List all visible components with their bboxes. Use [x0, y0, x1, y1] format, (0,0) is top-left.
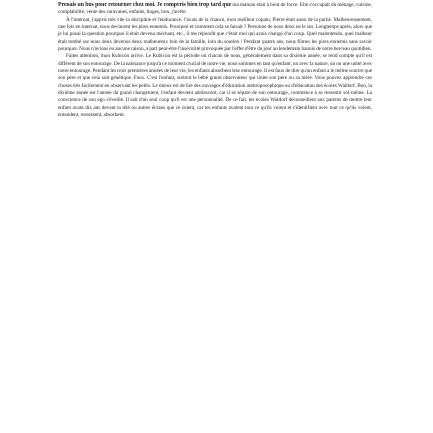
paragraph-lead: Prenais un bus pour retourner chez moi. Je comprris bien trop tard que — [58, 2, 232, 8]
paragraph-text: À l'internat, j'appris très vite la discipline et l'endurance. J'avais de la chance, mon meilleur copain, Pierre était aussi de la partie. Malheureusement, une fois en internat, nous devinrent les pires ennemis. Pourquoi et comment cela se faisait ? Personne de nous deux ne le sut. Longtemps après, alors que je lui posai la question pourquoi il était devenu méchant, etc., il me répondit que c'était moi qui avais changé d'un coup. Quel malentendu, quel malheur était tombé sur nous deux devenus deux malheureux loin de la famille, loin du soutien ! Pendant quatre ans, nous fûmes les pires ennemis sans savoir pourquoi. Nous n'avions eu aucune raison, à part peut-être l'insécurité provoquée par l'effet d'être du jour au lendemain bannis de notre berceau quotidien. — [58, 16, 372, 53]
paragraph-3 — [58, 53, 372, 119]
paragraph-text: Faites attention, mon Rubicon arrive. Le Rubicon est la période où chacun de nous, généralement dans sa dixième année, se rend compte qu'il est différent de son entourage. De la naissance jusqu'à ce moment crucial de notre vie, nous sommes en tant qu'enfant, un avec la nature, un ou une unité avec notre entourage. Pendant les trois premières années de leur vie, les enfants absorbent leur entourage. Il est faux de dire qu'un enfant a le même sourire que son père et que cela soit génétique. Faux. C'est l'enfant, surtout le bébé grand observateur qui imite son père ou sa mère. Vous pouvez apprendre ces choses très facilement en observant les petits. Le mieux est de lire des ouvrages d'éducation anthroposophique ou d'éducation des écoles Waldorf. Bon, la dixième année est l'année du grand changement, l'enfant devient adolescent, car il se sépare de son entourage, commence à se ressentir soi-même. La conscience de son ego s'éveille. Il sait d'un seul coup qu'il est une personnalité. De ce fait, les écoles Waldorf déconseillent aux parents de mettre leur enfant avant dix ans devant la télé ou autres écrans que ce soient, car les enfants avalent tout ce qu'ils voient et s'identifient avec tout ce qu'ils voient, entendent, ressentent, absorbent. — [58, 53, 372, 119]
paragraph-2 — [58, 17, 372, 54]
paragraph-1 — [58, 2, 372, 17]
paragraph-text: ma maman était à bout de force. Elle s'occupait du ménage, cuisine, comptabilité, vente des caravanes, enfants, linges, bon, j'arrête. — [58, 2, 372, 16]
